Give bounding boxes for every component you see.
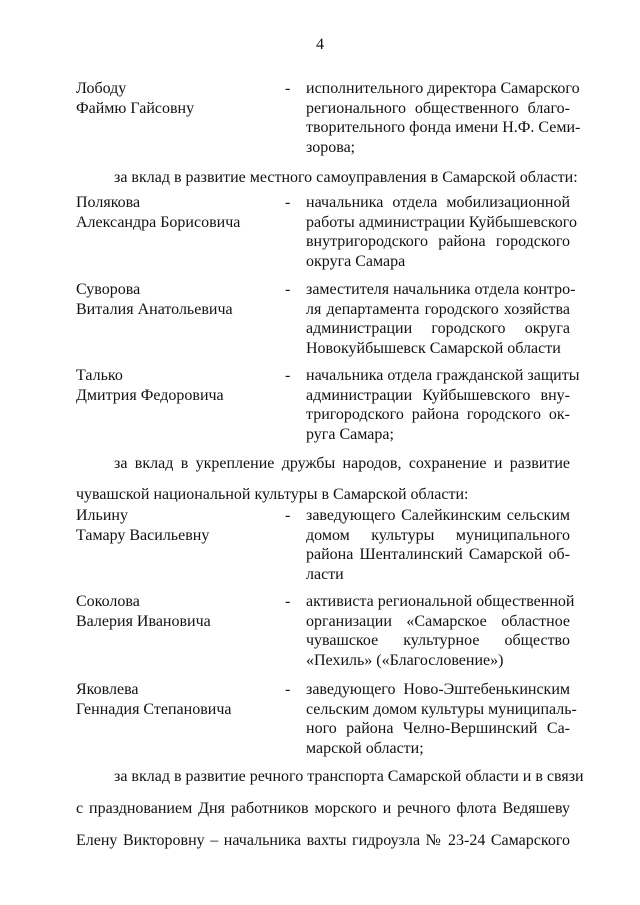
dash: -: [285, 281, 291, 298]
recipient-position: заведующего Салейкинским сельским домом культуры муниципального района Шенталинский Самарской об- ласти: [306, 507, 570, 583]
recipient-name: [76, 592, 276, 631]
dash: -: [285, 593, 291, 610]
recipient-name: [76, 366, 276, 405]
recipient-position: активиста региональной общественной организации «Самарское областное чувашское культурное общество «Пехиль» («Благословение»): [306, 593, 575, 669]
given-names: Александра Борисовича: [76, 213, 241, 231]
recipient-position: заведующего Ново-Эштебенькинским сельским домом культуры муниципаль- ного района Челно-Вершинский Са- марской области;: [306, 681, 577, 757]
recipient-name: [76, 506, 276, 545]
page-number: 4: [316, 36, 324, 53]
given-names: Тамару Васильевну: [76, 526, 210, 544]
surname: Талько: [76, 367, 123, 384]
dash: -: [285, 367, 291, 384]
given-names: Дмитрия Федоровича: [76, 386, 224, 404]
recipient-name: [76, 280, 276, 319]
surname: Полякова: [76, 194, 141, 211]
recipient-position: исполнительного директора Самарского регионального общественного благо- творительного фонда имени Н.Ф. Семи- зорова;: [306, 80, 581, 156]
surname: Ильину: [76, 507, 128, 524]
recipient-name: [76, 193, 276, 232]
dash: -: [285, 194, 291, 211]
recipient-name: [76, 680, 276, 719]
surname: Суворова: [76, 281, 141, 298]
recipient-name: [76, 79, 276, 118]
section-heading-friendship: за вклад в укрепление дружбы народов, сохранение и развитие чувашской национальной культуры в Самарской области:: [76, 455, 570, 503]
recipient-position: заместителя начальника отдела контро- ля департамента городского хозяйства администрации городского округа Новокуйбышевск Самарской области: [306, 281, 576, 357]
given-names: Файмю Гайсовну: [76, 99, 195, 117]
dash: -: [285, 80, 291, 97]
given-names: Валерия Ивановича: [76, 612, 211, 630]
recipient-position: начальника отдела мобилизационной работы администрации Куйбышевского внутригородского района городского округа Самара: [306, 194, 577, 270]
surname: Лободу: [76, 80, 127, 97]
surname: Яковлева: [76, 681, 139, 698]
recipient-position: начальника отдела гражданской защиты администрации Куйбышевского вну- тригородского района городского ок- руга Самара;: [306, 367, 580, 443]
dash: -: [285, 507, 291, 524]
given-names: Геннадия Степановича: [76, 700, 232, 718]
surname: Соколова: [76, 593, 140, 610]
dash: -: [285, 681, 291, 698]
section-heading-river-transport: за вклад в развитие речного транспорта Самарской области и в связи с празднованием Дня работников морского и речного флота Ведяшеву Елену Викторовну – начальника вахты гидроузла № 23-24 Самарского: [76, 768, 584, 849]
section-heading-local-government: за вклад в развитие местного самоуправления в Самарской области:: [114, 169, 578, 186]
given-names: Виталия Анатольевича: [76, 300, 233, 318]
